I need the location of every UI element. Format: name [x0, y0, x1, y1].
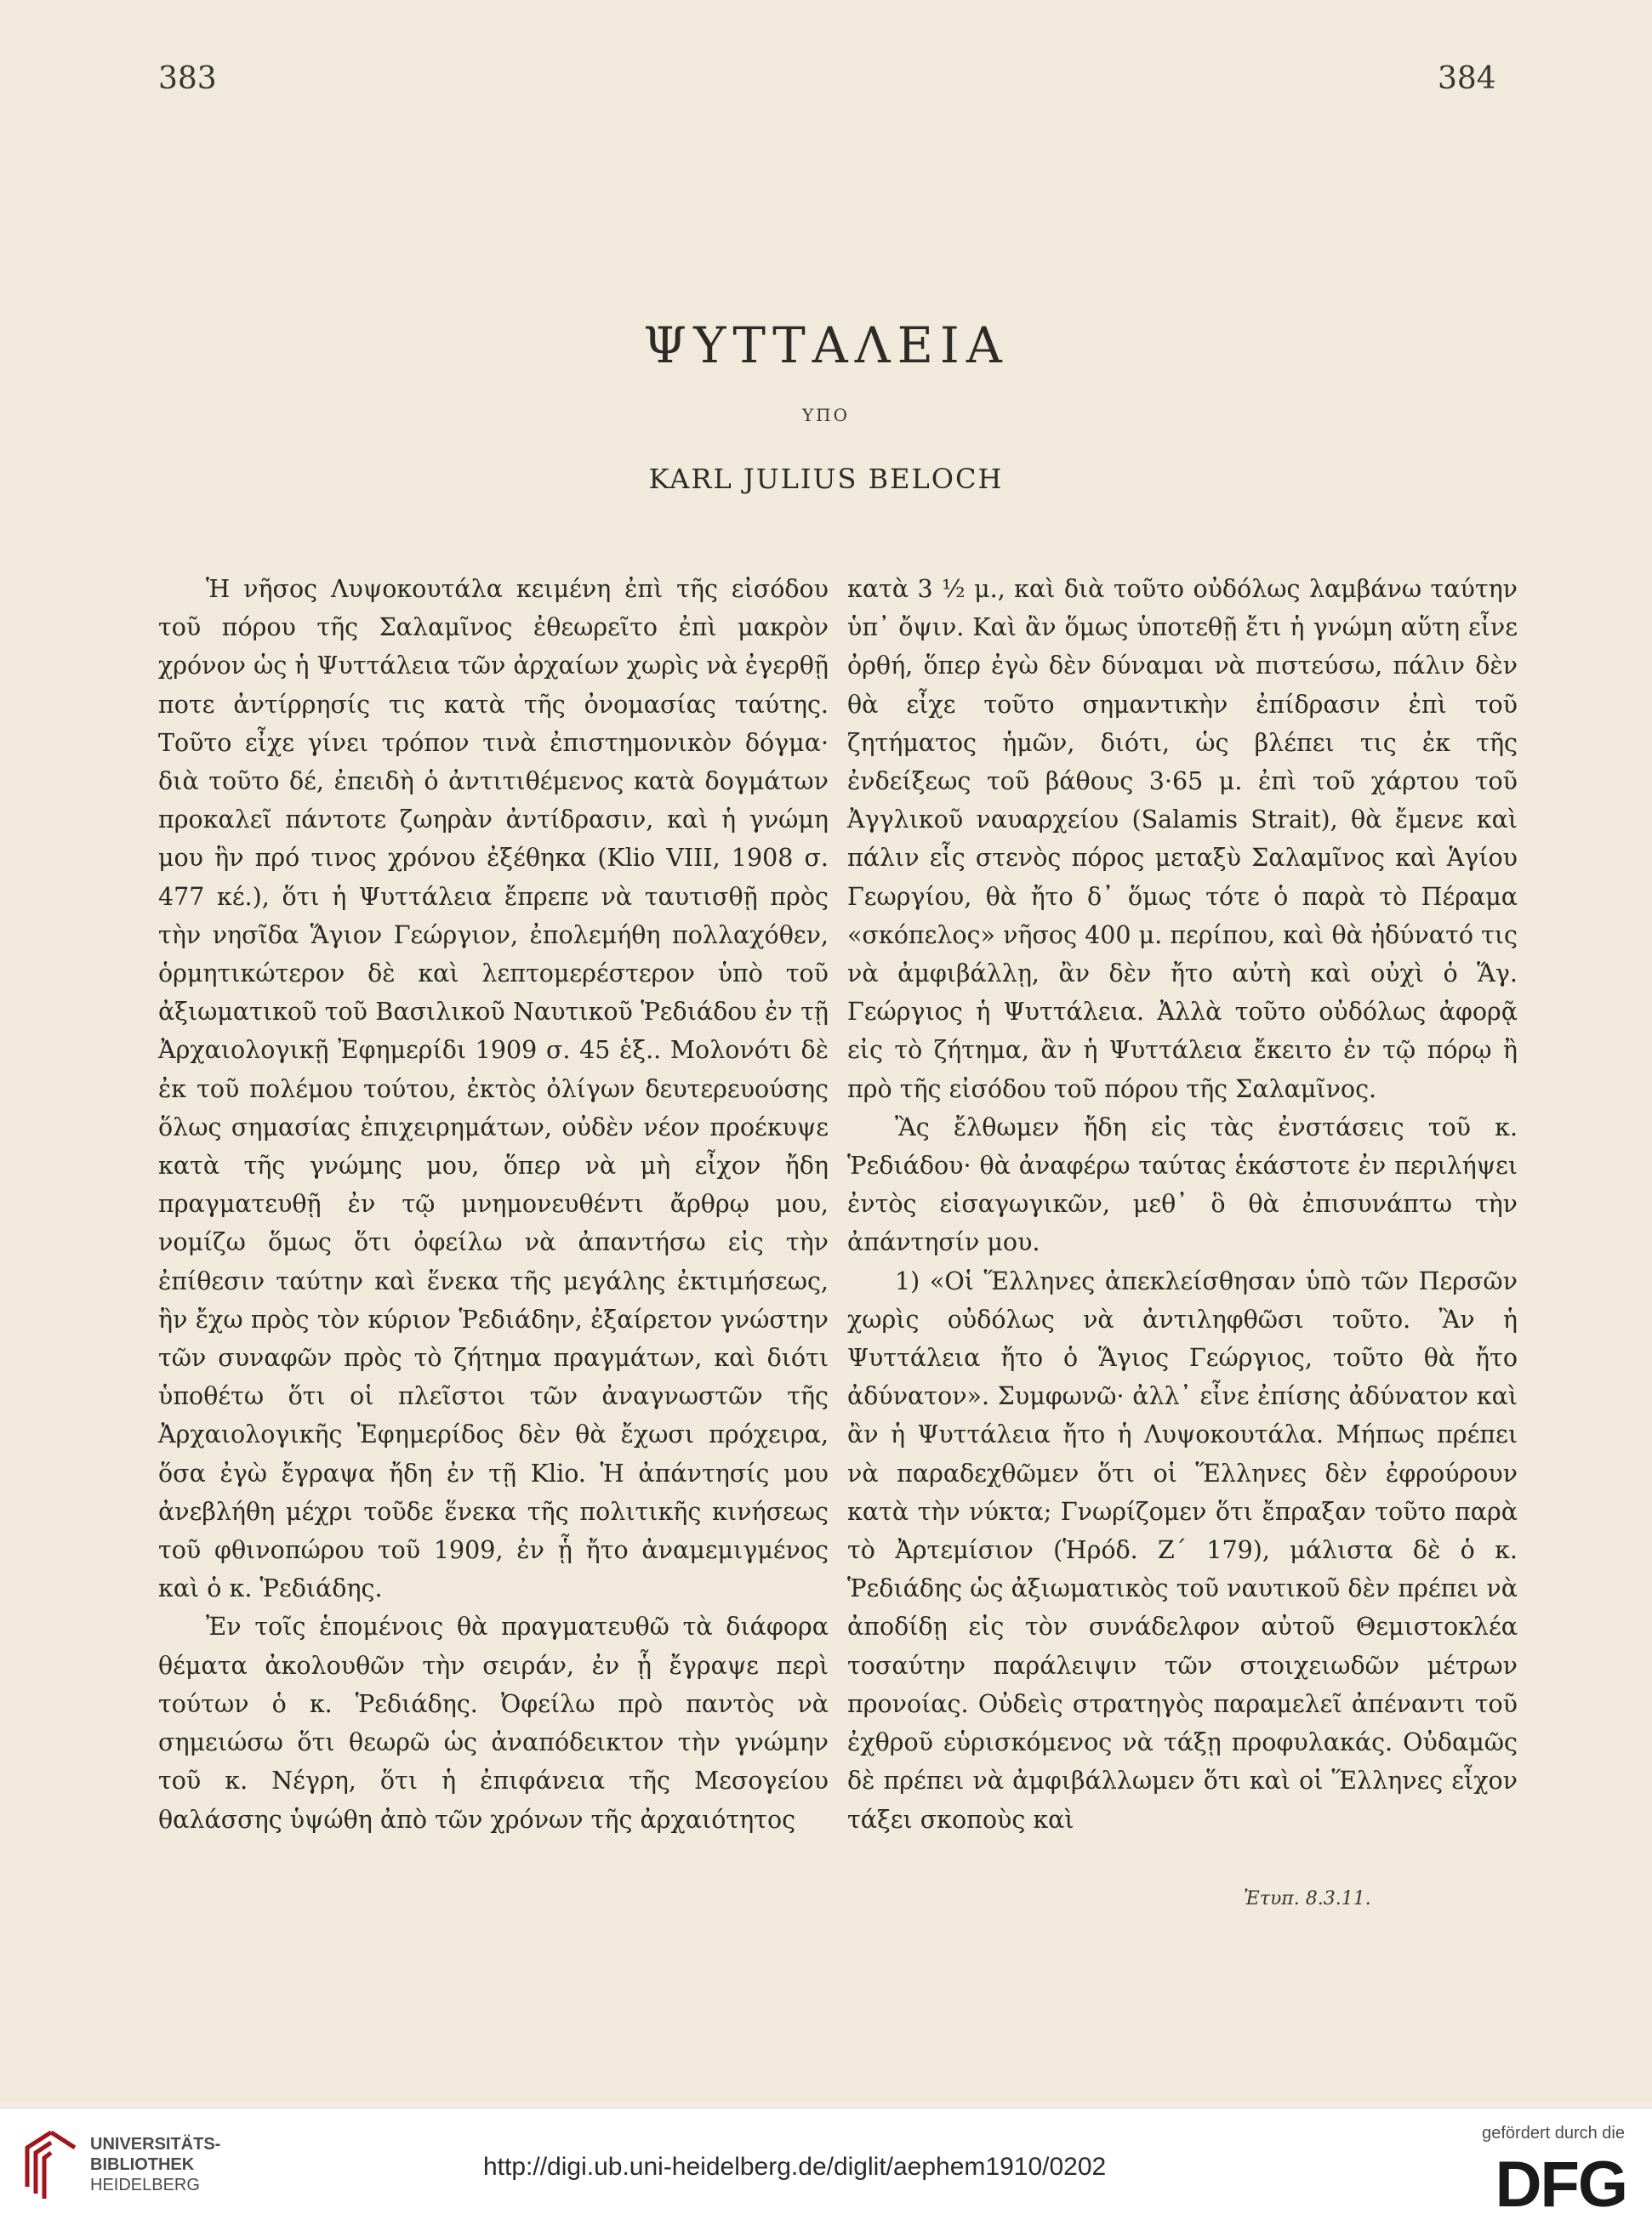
library-line: BIBLIOTHEK — [90, 2155, 195, 2174]
printer-signature: Ἐτυπ. 8.3.11. — [1244, 1888, 1371, 1909]
article-author: KARL JULIUS BELOCH — [648, 463, 1004, 495]
library-line: UNIVERSITÄTS- — [90, 2135, 221, 2154]
university-library-name — [90, 2134, 220, 2195]
article-byline: ΥΠΟ — [801, 405, 851, 425]
funded-by-label: gefördert durch die — [1482, 2124, 1625, 2143]
article-title: ΨΥΤΤΑΛΕΙΑ — [643, 316, 1009, 374]
page-number-left: 383 — [158, 61, 217, 96]
paragraph: 1) «Οἱ Ἕλληνες ἀπεκλείσθησαν ὑπὸ τῶν Περσῶν χωρὶς οὐδόλως νὰ ἀντιληφθῶσι τοῦτο. Ἂν ἡ Ψυττάλεια ἤτο ὁ Ἅγιος Γεώργιος, τοῦτο θὰ ἤτο ἀδύνατον». Συμφωνῶ· ἀλλ᾽ εἶνε ἐπίσης ἀδύνατον καὶ ἂν ἡ Ψυττάλεια ἤτο ἡ Λυψοκουτάλα. Μήπως πρέπει νὰ παραδεχθῶμεν ὅτι οἱ Ἕλληνες δὲν ἐφρούρουν κατὰ τὴν νύκτα; Γνωρίζομεν ὅτι ἔπραξαν τοῦτο παρὰ τὸ Ἀρτεμίσιον (Ἡρόδ. Ζ΄ 179), μάλιστα δὲ ὁ κ. Ῥεδιάδης ὡς ἀξιωματικὸς τοῦ ναυτικοῦ δὲν πρέπει νὰ ἀποδίδῃ εἰς τὸν συνάδελφον αὐτοῦ Θεμιστοκλέα τοσαύτην παράλειψιν τῶν στοιχειωδῶν μέτρων προνοίας. Οὐδεὶς στρατηγὸς παραμελεῖ ἀπέναντι τοῦ ἐχθροῦ εὑρισκόμενος νὰ τάξῃ προφυλακάς. Οὐδαμῶς δὲ πρέπει νὰ ἀμφιβάλλωμεν ὅτι καὶ οἱ Ἕλληνες εἶχον τάξει σκοποὺς καὶ — [847, 1266, 1518, 1834]
paragraph: κατὰ 3 ½ μ., καὶ διὰ τοῦτο οὐδόλως λαμβάνω ταύτην ὑπ᾽ ὄψιν. Καὶ ἂν ὅμως ὑποτεθῇ ἔτι ἡ γνώμη αὕτη εἶνε ὀρθή, ὅπερ ἐγὼ δὲν δύναμαι νὰ πιστεύσω, πάλιν δὲν θὰ εἶχε τοῦτο σημαντικὴν ἐπίδρασιν ἐπὶ τοῦ ζητήματος ἡμῶν, διότι, ὡς βλέπει τις ἐκ τῆς ἐνδείξεως τοῦ βάθους 3·65 μ. ἐπὶ τοῦ χάρτου τοῦ Ἀγγλικοῦ ναυαρχείου (Salamis Strait), θὰ ἔμενε καὶ πάλιν εἷς στενὸς πόρος μεταξὺ Σαλαμῖνος καὶ Ἁγίου Γεωργίου, θὰ ἤτο δ᾽ ὅμως τότε ὁ παρὰ τὸ Πέραμα «σκόπελος» νῆσος 400 μ. περίπου, καὶ θὰ ἠδύνατό τις νὰ ἀμφιβάλλῃ, ἂν δὲν ἤτο αὐτὴ καὶ οὐχὶ ὁ Ἅγ. Γεώργιος ἡ Ψυττάλεια. Ἀλλὰ τοῦτο οὐδόλως ἀφορᾷ εἰς τὸ ζήτημα, ἂν ἡ Ψυττάλεια ἔκειτο ἐν τῷ πόρῳ ἢ πρὸ τῆς εἰσόδου τοῦ πόρου τῆς Σαλαμῖνος. — [847, 575, 1518, 1103]
page-number-right: 384 — [1438, 61, 1496, 96]
paragraph: Ἐν τοῖς ἑπομένοις θὰ πραγματευθῶ τὰ διάφορα θέματα ἀκολουθῶν τὴν σειράν, ἐν ᾗ ἔγραψε περὶ τούτων ὁ κ. Ῥεδιάδης. Ὀφείλω πρὸ παντὸς νὰ σημειώσω ὅτι θεωρῶ ὡς ἀναπόδεικτον τὴν γνώμην τοῦ κ. Νέγρη, ὅτι ἡ ἐπιφάνεια τῆς Μεσογείου θαλάσσης ὑψώθη ἀπὸ τῶν χρόνων τῆς ἀρχαιότητος — [158, 1613, 829, 1834]
university-library-logo-icon[interactable] — [17, 2127, 85, 2204]
paragraph: Ἂς ἔλθωμεν ἤδη εἰς τὰς ἐνστάσεις τοῦ κ. Ῥεδιάδου· θὰ ἀναφέρω ταύτας ἑκάστοτε ἐν περιλήψει ἐντὸς εἰσαγωγικῶν, μεθ᾽ ὃ θὰ ἐπισυνάπτω τὴν ἀπάντησίν μου. — [847, 1113, 1518, 1257]
dfg-logo[interactable]: DFG — [1495, 2148, 1626, 2221]
permalink-url[interactable]: http://digi.ub.uni-heidelberg.de/diglit/aephem1910/0202 — [483, 2153, 1107, 2181]
paragraph: Ἡ νῆσος Λυψοκουτάλα κειμένη ἐπὶ τῆς εἰσόδου τοῦ πόρου τῆς Σαλαμῖνος ἐθεωρεῖτο ἐπὶ μακρὸν χρόνον ὡς ἡ Ψυττάλεια τῶν ἀρχαίων χωρὶς νὰ ἐγερθῇ ποτε ἀντίρρησίς τις κατὰ τῆς ὀνομασίας ταύτης. Τοῦτο εἶχε γίνει τρόπον τινὰ ἐπιστημονικὸν δόγμα· διὰ τοῦτο δέ, ἐπειδὴ ὁ ἀντιτιθέμενος κατὰ δογμάτων προκαλεῖ πάντοτε ζωηρὰν ἀντίδρασιν, καὶ ἡ γνώμη μου ἣν πρό τινος χρόνου ἐξέθηκα (Klio VIII, 1908 σ. 477 κέ.), ὅτι ἡ Ψυττάλεια ἔπρεπε νὰ ταυτισθῇ πρὸς τὴν νησῖδα Ἅγιον Γεώργιον, ἐπολεμήθη πολλαχόθεν, ὁρμητικώτερον δὲ καὶ λεπτομερέστερον ὑπὸ τοῦ ἀξιωματικοῦ τοῦ Βασιλικοῦ Ναυτικοῦ Ῥεδιάδου ἐν τῇ Ἀρχαιολογικῇ Ἐφημερίδι 1909 σ. 45 ἑξ.. Μολονότι δὲ ἐκ τοῦ πολέμου τούτου, ἐκτὸς ὀλίγων δευτερευούσης ὅλως σημασίας ἐπιχειρημάτων, οὐδὲν νέον προέκυψε κατὰ τῆς γνώμης μου, ὅπερ νὰ μὴ εἶχον ἤδη πραγματευθῇ ἐν τῷ μνημονευθέντι ἄρθρῳ μου, νομίζω ὅμως ὅτι ὀφείλω νὰ ἀπαντήσω εἰς τὴν ἐπίθεσιν ταύτην καὶ ἕνεκα τῆς μεγάλης ἐκτιμήσεως, ἣν ἔχω πρὸς τὸν κύριον Ῥεδιάδην, ἐξαίρετον γνώστην τῶν συναφῶν πρὸς τὸ ζήτημα πραγμάτων, καὶ διότι ὑποθέτω ὅτι οἱ πλεῖστοι τῶν ἀναγνωστῶν τῆς Ἀρχαιολογικῆς Ἐφημερίδος δὲν θὰ ἔχωσι πρόχειρα, ὅσα ἐγὼ ἔγραψα ἤδη ἐν τῇ Klio. Ἡ ἀπάντησίς μου ἀνεβλήθη μέχρι τοῦδε ἕνεκα τῆς πολιτικῆς κινήσεως τοῦ φθινοπώρου τοῦ 1909, ἐν ᾗ ἤτο ἀναμεμιγμένος καὶ ὁ κ. Ῥεδιάδης. — [158, 575, 829, 1603]
library-line: HEIDELBERG — [90, 2176, 200, 2194]
right-column — [847, 570, 1518, 1839]
footer-bar — [0, 2108, 1652, 2231]
left-column — [158, 570, 829, 1839]
